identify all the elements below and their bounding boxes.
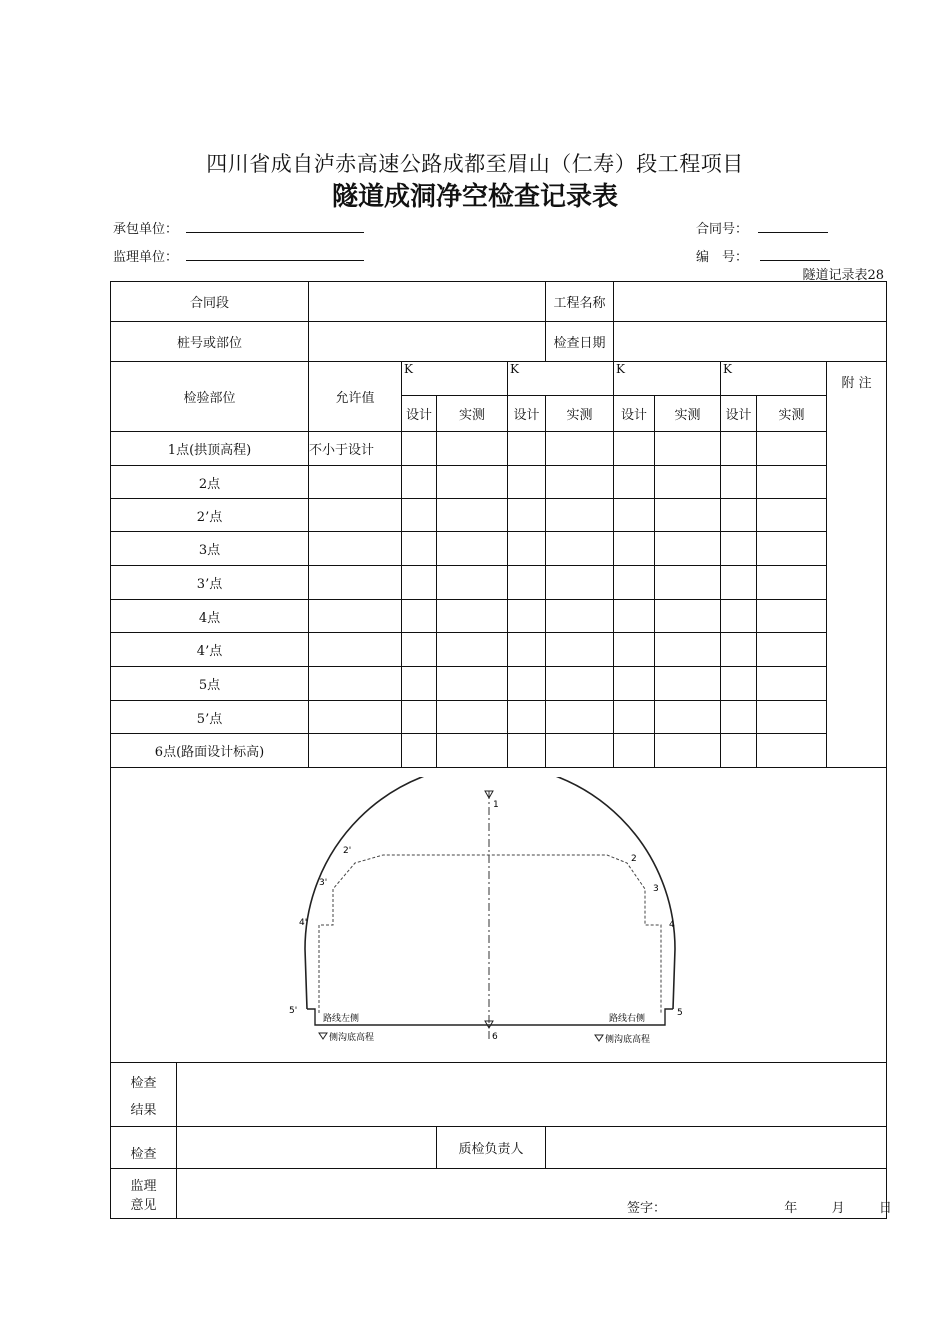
design-header: 设计 [402,396,437,432]
form-title: 隧道成洞净空检查记录表 [331,182,618,212]
supervisor-label: 监理单位： [113,250,179,265]
location-header: 检验部位 [111,362,309,432]
check-field[interactable] [177,1127,437,1169]
tunnel-profile-svg [289,777,709,1053]
table-row [111,532,887,566]
supervision-field[interactable] [177,1169,892,1219]
design-header: 设计 [614,396,655,432]
k-station-3[interactable]: K [614,362,721,396]
point-4p-label: 4' [298,918,307,928]
check-label: 检查 [111,1127,177,1169]
measured-header: 实测 [757,396,827,432]
contract-no-field[interactable] [758,232,828,233]
allowed-value: 不小于设计 [309,432,402,466]
k-station-1[interactable]: K [402,362,508,396]
table-row [111,466,887,499]
point-label: 3点 [111,532,309,566]
point-label: 3’点 [111,566,309,600]
note-header: 附 注 [827,362,887,768]
point-6-label: 6 [491,1032,498,1042]
table-row [111,734,887,768]
section-value[interactable] [309,282,546,322]
point-label: 5点 [111,667,309,701]
project-name-value[interactable] [614,282,887,322]
design-header: 设计 [508,396,546,432]
qc-label: 质检负责人 [437,1127,546,1169]
section-label: 合同段 [111,282,309,322]
supervisor-field[interactable] [186,260,364,261]
station-label: 桩号或部位 [111,322,309,362]
result-label: 检查 结果 [111,1063,177,1127]
project-subtitle: 四川省成自泸赤高速公路成都至眉山（仁寿）段工程项目 [206,152,744,176]
sign-label: 签字： [627,1201,667,1216]
point-label: 2点 [111,466,309,499]
allowed-value[interactable] [309,466,402,499]
point-3-label: 3 [652,884,659,894]
qc-field[interactable] [546,1127,887,1169]
table-row [111,566,887,600]
table-row [111,499,887,532]
station-value[interactable] [309,322,546,362]
point-3p-label: 3' [318,878,327,888]
k-station-4[interactable]: K [721,362,827,396]
point-2-label: 2 [630,854,637,864]
measured-header: 实测 [655,396,721,432]
left-ditch-marker-icon [319,1033,327,1039]
date-label: 检查日期 [546,322,614,362]
point-label: 4’点 [111,633,309,667]
left-side-label: 路线左侧 [322,1014,359,1024]
result-field[interactable] [177,1063,887,1127]
allowed-value[interactable] [309,499,402,532]
point-label: 2’点 [111,499,309,532]
allowed-value[interactable] [309,701,402,734]
point-4-label: 4 [668,920,675,930]
point-1-label: 1 [492,800,499,810]
point-5p-label: 5' [288,1006,297,1016]
form-ref: 隧道记录表28 [802,268,884,283]
point-label: 1点(拱顶高程) [111,432,309,466]
allowed-value[interactable] [309,734,402,768]
table-row [111,633,887,667]
point-label: 5’点 [111,701,309,734]
supervision-label: 监理 意见 [111,1169,177,1219]
right-ditch-label: 侧沟底高程 [604,1035,650,1045]
design-header: 设计 [721,396,757,432]
project-name-label: 工程名称 [546,282,614,322]
right-side-label: 路线右侧 [608,1014,645,1024]
point-5-label: 5 [676,1008,683,1018]
table-row [111,701,887,734]
k-station-2[interactable]: K [508,362,614,396]
contractor-field[interactable] [186,232,364,233]
table-row [111,667,887,701]
tunnel-lining-outline [305,777,675,1009]
measured-header: 实测 [546,396,614,432]
left-ditch-label: 侧沟底高程 [328,1033,374,1043]
day-label: 日 [878,1201,892,1216]
signature-line [627,1197,892,1216]
month-label: 月 [831,1201,845,1216]
point-2p-label: 2' [342,846,351,856]
date-value[interactable] [614,322,887,362]
contract-no-label: 合同号： [696,222,749,237]
inspection-table [110,281,892,1219]
allowed-header: 允许值 [309,362,402,432]
contractor-label: 承包单位： [113,222,179,237]
year-label: 年 [784,1201,798,1216]
point-label: 4点 [111,600,309,633]
tunnel-profile-diagram [111,768,887,1063]
allowed-value[interactable] [309,667,402,701]
point-label: 6点(路面设计标高) [111,734,309,768]
table-row [111,432,887,466]
allowed-value[interactable] [309,532,402,566]
right-ditch-marker-icon [595,1035,603,1041]
allowed-value[interactable] [309,633,402,667]
allowed-value[interactable] [309,566,402,600]
measured-header: 实测 [437,396,508,432]
table-row [111,600,887,633]
allowed-value[interactable] [309,600,402,633]
clearance-envelope [319,855,661,1013]
serial-no-field[interactable] [760,260,830,261]
serial-no-label: 编 号： [696,250,749,265]
